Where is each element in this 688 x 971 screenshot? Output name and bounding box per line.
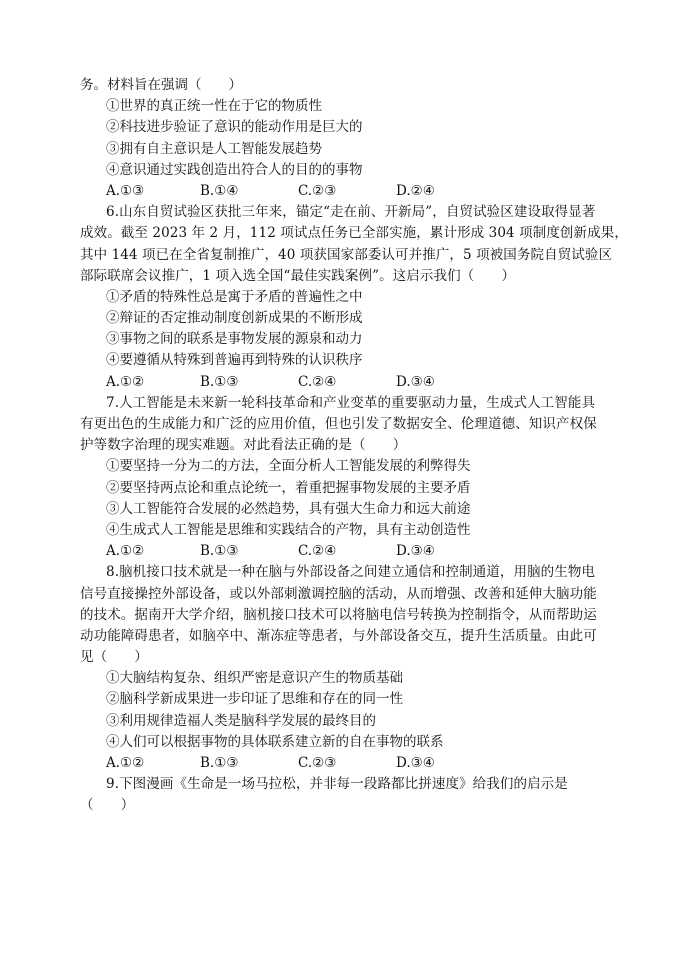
question-6-stem-line-2: 成效。截至 2023 年 2 月，112 项试点任务已全部实施，累计形成 304 项制度创新成果， <box>80 225 628 242</box>
question-8-stem-line-3: 的技术。据南开大学介绍，脑机接口技术可以将脑电信号转换为控制指令，从而帮助运 <box>80 606 597 623</box>
question-5-stem-tail: 务。材料旨在强调（ ） <box>80 77 242 93</box>
question-6-stem-line-1: 6.山东自贸试验区获批三年来，锚定“走在前、开新局”，自贸试验区建设取得显著 <box>106 204 596 221</box>
question-8-option-4: ④人们可以根据事物的具体联系建立新的自在事物的联系 <box>106 733 444 750</box>
question-8-choice-d: D.③④ <box>396 755 435 771</box>
question-6-block <box>80 202 628 393</box>
question-8-choice-a: A.①② <box>106 755 145 771</box>
question-9-block <box>80 774 620 816</box>
question-7-option-2: ②要坚持两点论和重点论统一，着重把握事物发展的主要矛盾 <box>106 479 471 496</box>
question-8-option-2: ②脑科学新成果进一步印证了思维和存在的同一性 <box>106 691 403 708</box>
question-5-option-4: ④意识通过实践创造出符合人的目的的事物 <box>106 161 363 178</box>
question-6-option-4: ④要遵循从特殊到普遍再到特殊的认识秩序 <box>106 352 363 369</box>
question-8-choices <box>80 753 620 774</box>
question-5-option-3: ③拥有自主意识是人工智能发展趋势 <box>106 140 322 157</box>
question-7-choice-d: D.③④ <box>396 543 435 560</box>
question-9-stem-line-2: （ ） <box>80 797 135 814</box>
question-6-choice-a: A.①② <box>106 373 145 390</box>
question-8-stem-line-2: 信号直接操控外部设备，或以外部刺激调控脑的活动，从而增强、改善和延伸大脑功能 <box>80 585 597 602</box>
question-7-choice-a: A.①② <box>106 543 145 560</box>
question-8-choice-b: B.①③ <box>200 755 239 771</box>
question-5-choice-a: A.①③ <box>106 182 145 199</box>
question-6-option-1: ①矛盾的特殊性总是寓于矛盾的普遍性之中 <box>106 288 363 305</box>
question-6-stem-line-3: 其中 144 项已在全省复制推广，40 项获国家部委认可并推广，5 项被国务院自贸试验区 <box>80 246 613 263</box>
question-5-choices <box>80 181 620 202</box>
question-5-option-2: ②科技进步验证了意识的能动作用是巨大的 <box>106 119 363 136</box>
question-6-option-2: ②辩证的否定推动制度创新成果的不断形成 <box>106 310 363 327</box>
question-7-option-3: ③人工智能符合发展的必然趋势，具有强大生命力和远大前途 <box>106 500 471 517</box>
question-5-choice-d: D.②④ <box>396 182 435 199</box>
question-8-choice-c: C.②③ <box>298 755 337 771</box>
question-5-choice-c: C.②③ <box>298 182 337 199</box>
question-8-option-3: ③利用规律造福人类是脑科学发展的最终目的 <box>106 712 376 729</box>
question-9-stem-line-1: 9.下图漫画《生命是一场马拉松，并非每一段路都比拼速度》给我们的启示是 <box>106 776 568 793</box>
question-6-choice-b: B.①③ <box>200 373 239 390</box>
question-7-option-1: ①要坚持一分为二的方法，全面分析人工智能发展的利弊得失 <box>106 458 471 475</box>
question-7-choice-b: B.①③ <box>200 543 239 560</box>
question-8-block <box>80 562 620 774</box>
question-7-block <box>80 393 620 563</box>
question-7-stem-line-3: 护等数字治理的现实难题。对此看法正确的是（ ） <box>80 437 407 454</box>
question-6-choice-c: C.②④ <box>298 373 337 390</box>
question-7-choices <box>80 541 620 562</box>
question-7-stem-line-2: 有更出色的生成能力和广泛的应用价值，但也引发了数据安全、伦理道德、知识产权保 <box>80 416 597 432</box>
question-8-stem-line-5: 见（ ） <box>80 649 148 666</box>
question-8-stem-line-1: 8.脑机接口技术就是一种在脑与外部设备之间建立通信和控制通道，用脑的生物电 <box>106 564 596 581</box>
question-5-block <box>80 75 620 202</box>
question-5-option-1: ①世界的真正统一性在于它的物质性 <box>106 98 322 115</box>
question-7-option-4: ④生成式人工智能是思维和实践结合的产物，具有主动创造性 <box>106 521 471 538</box>
question-6-stem-line-4: 部际联席会议推广，1 项入选全国“最佳实践案例”。这启示我们（ ） <box>80 267 516 284</box>
question-content <box>80 75 628 817</box>
question-7-stem-line-1: 7.人工智能是未来新一轮科技革命和产业变革的重要驱动力量，生成式人工智能具 <box>106 394 596 411</box>
question-8-option-1: ①大脑结构复杂、组织严密是意识产生的物质基础 <box>106 670 403 687</box>
question-6-option-3: ③事物之间的联系是事物发展的源泉和动力 <box>106 331 363 348</box>
question-8-stem-line-4: 动功能障碍患者，如脑卒中、渐冻症等患者，与外部设备交互，提升生活质量。由此可 <box>80 627 597 644</box>
question-5-choice-b: B.①④ <box>200 182 239 199</box>
question-6-choice-d: D.③④ <box>396 373 435 390</box>
question-6-choices <box>80 372 620 393</box>
question-7-choice-c: C.②④ <box>298 543 337 560</box>
